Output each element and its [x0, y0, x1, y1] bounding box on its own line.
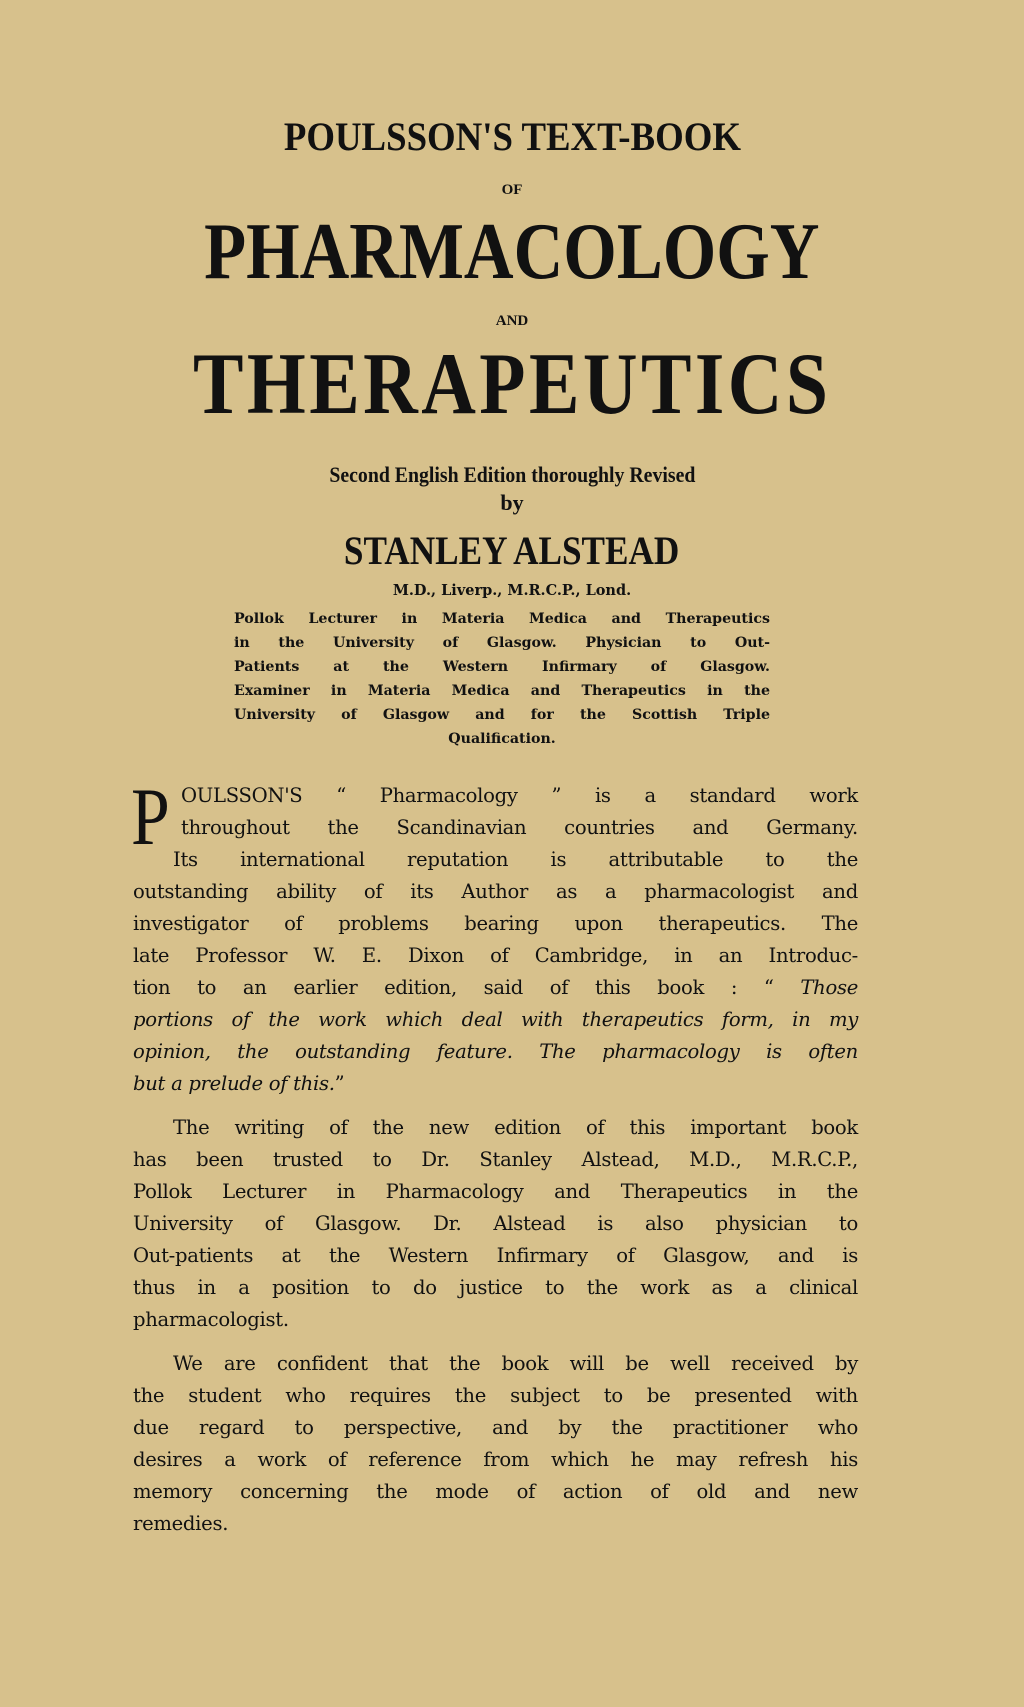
- credentials-line: Qualification.: [448, 731, 556, 747]
- drop-cap-text: P: [131, 771, 170, 862]
- main-title-therapeutics: [0, 336, 1024, 433]
- paragraph-line: memory concerning the mode of action of old and new: [133, 1480, 858, 1503]
- paragraph-intro: [133, 780, 858, 1100]
- paragraph-line: outstanding ability of its Author as a pharmacologist and: [133, 880, 858, 903]
- author-credentials: [234, 607, 770, 751]
- paragraph-line: University of Glasgow. Dr. Alstead is also physician to: [133, 1212, 858, 1235]
- quote-line: portions of the work which deal with therapeutics form, in my: [133, 1008, 858, 1031]
- paragraph-line: OULSSON'S “ Pharmacology ” is a standard work: [181, 784, 858, 807]
- quote-start-italic: Those: [800, 976, 858, 999]
- main-title-pharmacology: [0, 208, 1024, 296]
- paragraph-line: desires a work of reference from which he may refresh his: [133, 1448, 858, 1471]
- paragraph-line: throughout the Scandinavian countries and Germany.: [181, 816, 858, 839]
- paragraph-line-roman: tion to an earlier edition, said of this book : “: [133, 976, 801, 999]
- paragraph-line: the student who requires the subject to be presented with: [133, 1384, 858, 1407]
- paragraph-line: late Professor W. E. Dixon of Cambridge, in an Introduc-: [133, 944, 858, 967]
- series-title: [0, 113, 1024, 160]
- credentials-line: Examiner in Materia Medica and Therapeutics in the: [234, 683, 770, 699]
- quote-end-italic: but a prelude of this.: [133, 1072, 335, 1095]
- paragraph-line: thus in a position to do justice to the work as a clinical: [133, 1276, 858, 1299]
- author-degrees: M.D., Liverp., M.R.C.P., Lond.: [392, 582, 632, 599]
- paragraph-line: due regard to perspective, and by the practitioner who: [133, 1416, 858, 1439]
- paragraph-line: pharmacologist.: [133, 1308, 289, 1331]
- quote-line: opinion, the outstanding feature. The pharmacology is often: [133, 1040, 858, 1063]
- paragraph-line: Its international reputation is attributable to the: [173, 848, 858, 871]
- paragraph-confidence: [133, 1348, 858, 1540]
- paragraph-line: The writing of the new edition of this important book: [173, 1116, 858, 1139]
- paragraph-line: Out-patients at the Western Infirmary of Glasgow, and is: [133, 1244, 858, 1267]
- title-connector-and: AND: [495, 313, 529, 329]
- edition-statement-text: Second English Edition thoroughly Revised: [328, 462, 696, 487]
- paragraph-line: investigator of problems bearing upon therapeutics. The: [133, 912, 858, 935]
- author-name-text: STANLEY ALSTEAD: [344, 528, 680, 573]
- paragraph-line: Pollok Lecturer in Pharmacology and Therapeutics in the: [133, 1180, 858, 1203]
- author-name: [0, 527, 1024, 574]
- series-title-text: POULSSON'S TEXT-BOOK: [283, 114, 741, 159]
- edition-statement: [0, 462, 1024, 488]
- paragraph-line: We are confident that the book will be well received by: [173, 1352, 858, 1375]
- credentials-line: University of Glasgow and for the Scottish Triple: [234, 707, 770, 723]
- title-connector-of: OF: [501, 182, 523, 198]
- quote-line-final: [133, 1068, 858, 1100]
- credentials-line: Patients at the Western Infirmary of Glasgow.: [234, 659, 770, 675]
- paragraph-new-edition: [133, 1112, 858, 1336]
- credentials-line: in the University of Glasgow. Physician to Out-: [234, 635, 770, 651]
- by-label: by: [500, 490, 524, 515]
- paragraph-line: [133, 972, 858, 1004]
- credentials-line: Pollok Lecturer in Materia Medica and Therapeutics: [234, 611, 770, 627]
- paragraph-line: remedies.: [133, 1512, 229, 1535]
- paragraph-line: has been trusted to Dr. Stanley Alstead, M.D., M.R.C.P.,: [133, 1148, 858, 1171]
- closing-quote-mark: ”: [334, 1072, 345, 1095]
- main-title-pharmacology-text: PHARMACOLOGY: [204, 208, 820, 296]
- main-title-therapeutics-text: THERAPEUTICS: [192, 336, 832, 433]
